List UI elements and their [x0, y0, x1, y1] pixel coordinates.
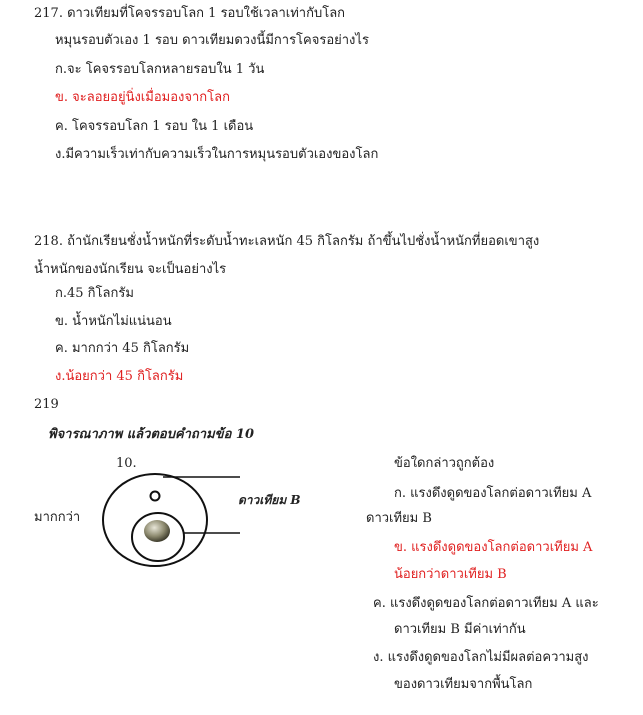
q219-option-c-line2: ดาวเทียม B มีค่าเท่ากัน — [394, 622, 526, 637]
q217-option-d: ง.มีความเร็วเท่ากับความเร็วในการหมุนรอบตัวเองของโลก — [55, 147, 379, 162]
q217-option-b-answer: ข. จะลอยอยู่นิ่งเมื่อมองจากโลก — [55, 90, 230, 105]
q219-option-a-line1: ก. แรงดึงดูดของโลกต่อดาวเทียม A — [394, 486, 592, 501]
q219-option-d-line2: ของดาวเทียมจากพื้นโลก — [394, 677, 533, 692]
q219-option-a-line2: ดาวเทียม B — [366, 511, 432, 526]
q218-option-c: ค. มากกว่า 45 กิโลกรัม — [55, 341, 190, 356]
satellite-a-icon — [151, 492, 160, 501]
q219-option-b-answer-line2: น้อยกว่าดาวเทียม B — [394, 567, 507, 582]
q217-option-c: ค. โคจรรอบโลก 1 รอบ ใน 1 เดือน — [55, 119, 254, 134]
q218-stem-line1: 218. ถ้านักเรียนชั่งน้ำหนักที่ระดับน้ำทะเลหนัก 45 กิโลกรัม ถ้าขึ้นไปชั่งน้ำหนักที่ยอดเขาสูง — [34, 234, 540, 249]
q217-option-a: ก.จะ โคจรรอบโลกหลายรอบใน 1 วัน — [55, 62, 265, 77]
q218-stem-line2: น้ำหนักของนักเรียน จะเป็นอย่างไร — [34, 262, 227, 277]
q219-option-b-answer-line1: ข. แรงดึงดูดของโลกต่อดาวเทียม A — [394, 540, 593, 555]
q219-number: 219 — [34, 397, 59, 412]
q217-stem-line1: 217. ดาวเทียมที่โคจรรอบโลก 1 รอบใช้เวลาเท่ากับโลก — [34, 6, 346, 21]
q219-option-d-line1: ง. แรงดึงดูดของโลกไม่มีผลต่อความสูง — [373, 650, 589, 665]
outer-orbit — [103, 474, 207, 566]
q219-option-c-line1: ค. แรงดึงดูดของโลกต่อดาวเทียม A และ — [373, 596, 599, 611]
q218-option-b: ข. น้ำหนักไม่แน่นอน — [55, 314, 172, 329]
q218-option-a: ก.45 กิโลกรัม — [55, 286, 134, 301]
diagram-number: 10. — [116, 456, 137, 471]
earth-icon — [144, 520, 170, 542]
left-fragment-text: มากกว่า — [34, 510, 81, 525]
satellite-b-label: ดาวเทียม B — [238, 493, 301, 507]
q219-instruction: พิจารณาภาพ แล้วตอบคำถามข้อ 10 — [48, 427, 254, 442]
q217-stem-line2: หมุนรอบตัวเอง 1 รอบ ดาวเทียมดวงนี้มีการโคจรอย่างไร — [55, 33, 369, 48]
q219-question: ข้อใดกล่าวถูกต้อง — [394, 456, 495, 471]
q218-option-d-answer: ง.น้อยกว่า 45 กิโลกรัม — [55, 369, 184, 384]
